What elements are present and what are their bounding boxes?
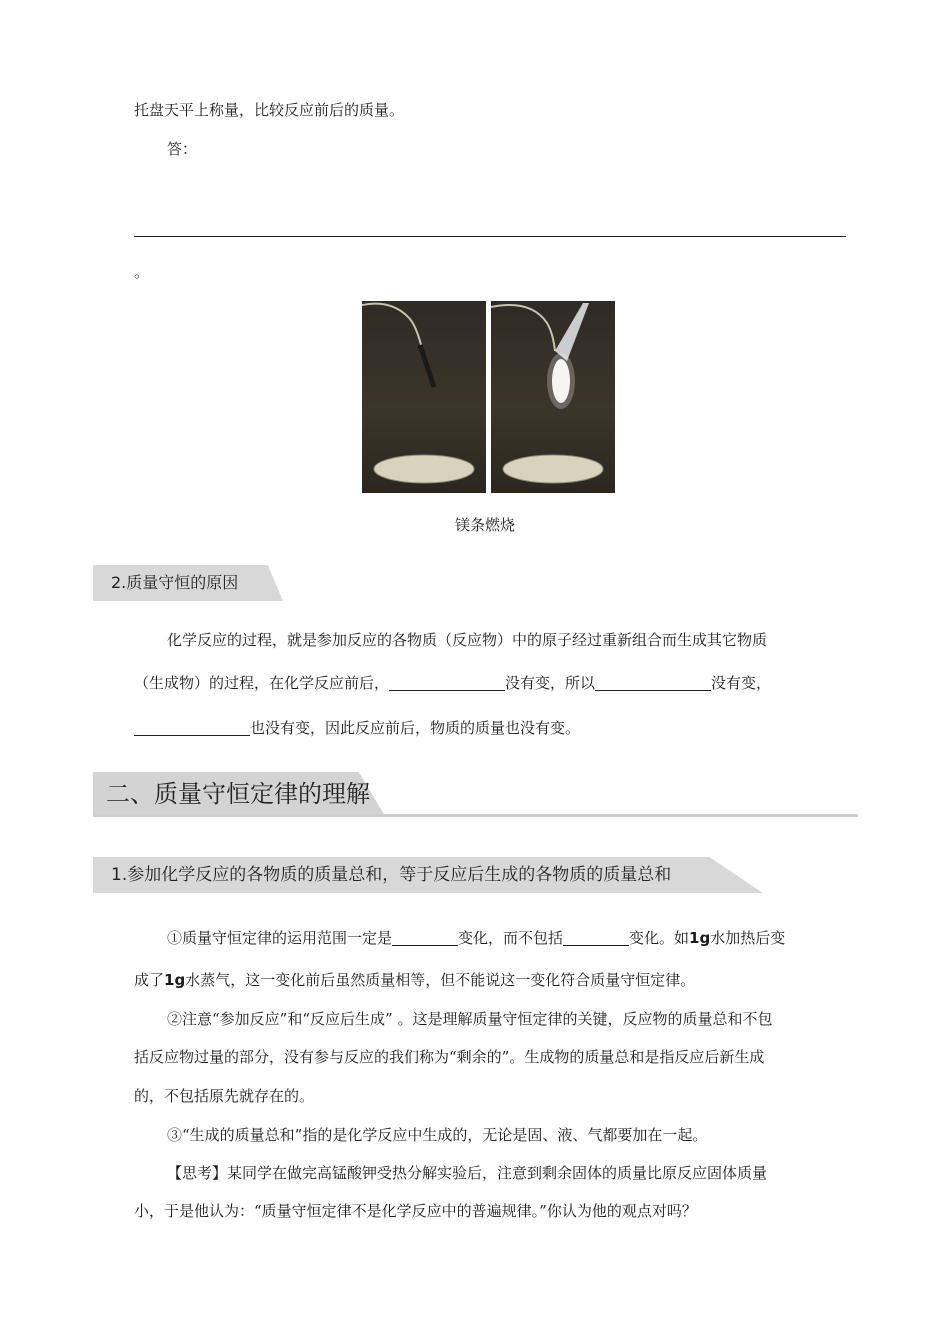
text-segment: 1g [689,929,711,947]
paragraph-line: ②注意“参加反应”和“反应后生成” 。这是理解质量守恒定律的关键，反应物的质量总和不包 [167,1010,773,1028]
text-segment: 变化，而不包括 [458,929,564,947]
fill-blank-4[interactable] [392,929,458,946]
fill-blank-3[interactable] [134,719,250,736]
chapter-heading: 二、质量守恒定律的理解 [106,780,370,808]
text-segment: 没有变，所以 [505,674,596,692]
text-segment: （生成物）的过程，在化学反应前后， [134,674,390,692]
think-tag: 【思考】 [167,1164,228,1182]
paragraph-line: 括反应物过量的部分，没有参与反应的我们称为“剩余的”。生成物的质量总和是指反应后新生成 [134,1048,765,1066]
paragraph-line: 小，于是他认为：“质量守恒定律不是化学反应中的普遍规律。”你认为他的观点对吗？ [134,1202,697,1220]
text-segment: 成了 [134,971,165,989]
chapter-heading-rule [93,814,858,817]
text-segment: 1g [164,971,186,989]
fill-blank-1[interactable] [389,674,505,691]
paragraph-line: ③“生成的质量总和”指的是化学反应中生成的，无论是固、液、气都要加在一起。 [167,1126,708,1144]
figure-caption: 镁条燃烧 [455,516,516,534]
paragraph-line: 的，不包括原先就存在的。 [134,1087,315,1105]
paragraph-line [134,673,771,693]
paragraph-line [167,928,785,948]
paragraph-line: 化学反应的过程，就是参加反应的各物质（反应物）中的原子经过重新组合而生成其它物质 [167,631,768,649]
text-segment: 某同学在做完高锰酸钾受热分解实验后，注意到剩余固体的质量比原反应固体质量 [227,1164,768,1182]
fill-blank-2[interactable] [595,674,711,691]
answer-line[interactable] [134,236,846,237]
magnesium-before-photo [362,301,486,493]
section-heading-reason: 2.质量守恒的原因 [111,573,239,592]
magnesium-burning-photo [491,301,615,493]
paragraph-line: 托盘天平上称量，比较反应前后的质量。 [134,101,405,119]
subsection-heading: 1.参加化学反应的各物质的质量总和，等于反应后生成的各物质的质量总和 [111,865,672,885]
text-segment: 变化。如 [629,929,690,947]
fill-blank-5[interactable] [563,929,629,946]
paragraph-line [134,718,580,738]
text-segment: 水加热后变 [710,929,786,947]
answer-label: 答： [167,140,198,158]
text-segment: 水蒸气，这一变化前后虽然质量相等，但不能说这一变化符合质量守恒定律。 [185,971,696,989]
text-segment: 也没有变，因此反应前后，物质的质量也没有变。 [250,719,581,737]
paragraph-line [134,970,695,990]
answer-tail: 。 [134,263,150,281]
paragraph-line [167,1163,767,1183]
text-segment: 没有变， [711,674,772,692]
text-segment: ①质量守恒定律的运用范围一定是 [167,929,393,947]
